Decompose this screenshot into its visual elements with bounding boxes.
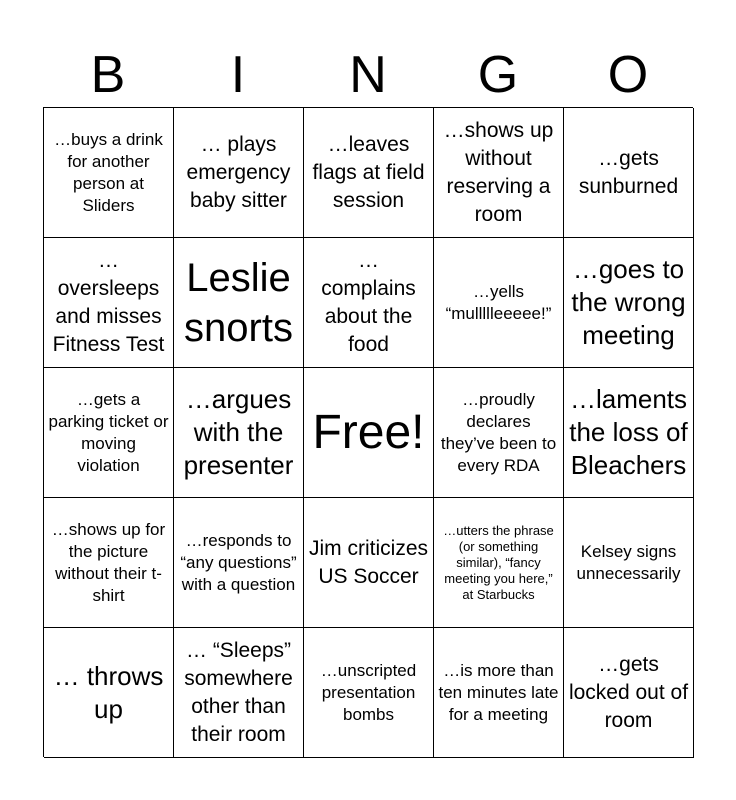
cell-text: …gets locked out of room <box>568 652 689 732</box>
cell-text: …shows up for the picture without their t-shirt <box>51 519 166 605</box>
bingo-cell[interactable] <box>304 628 434 758</box>
free-cell[interactable] <box>304 368 434 498</box>
header-letter-o: O <box>607 46 649 104</box>
header-letter-b: B <box>90 46 126 104</box>
bingo-cell[interactable] <box>564 628 694 758</box>
cell-text: Kelsey signs unnecessarily <box>576 541 681 583</box>
bingo-cell[interactable] <box>564 498 694 628</box>
cell-text: … throws up <box>53 660 164 724</box>
cell-text: … complains about the food <box>321 248 416 356</box>
cell-text: …yells “mullllleeeee!” <box>445 281 552 323</box>
bingo-cell[interactable] <box>174 108 304 238</box>
bingo-cell[interactable] <box>174 368 304 498</box>
bingo-cell[interactable] <box>304 238 434 368</box>
cell-text: …is more than ten minutes late for a meeting <box>438 660 559 724</box>
cell-text: …gets sunburned <box>578 146 679 198</box>
cell-text: … “Sleeps” somewhere other than their room <box>184 638 293 746</box>
bingo-cell[interactable] <box>564 368 694 498</box>
bingo-cell[interactable] <box>304 108 434 238</box>
bingo-cell[interactable] <box>564 238 694 368</box>
cell-text: Jim criticizes US Soccer <box>309 536 428 588</box>
bingo-cell[interactable] <box>44 368 174 498</box>
bingo-cell[interactable] <box>434 498 564 628</box>
bingo-cell[interactable] <box>434 108 564 238</box>
cell-text: …argues with the presenter <box>183 384 294 480</box>
bingo-cell[interactable] <box>434 628 564 758</box>
bingo-cell[interactable] <box>44 108 174 238</box>
cell-text: …utters the phrase (or something similar), “fancy meeting you here,” at Starbucks <box>443 522 554 602</box>
bingo-cell[interactable] <box>174 498 304 628</box>
bingo-grid <box>43 107 693 757</box>
cell-text: …unscripted presentation bombs <box>320 660 417 724</box>
bingo-cell[interactable] <box>174 238 304 368</box>
cell-text: …laments the loss of Bleachers <box>569 384 688 480</box>
cell-text: …proudly declares they’ve been to every RDA <box>440 389 557 475</box>
bingo-cell[interactable] <box>44 498 174 628</box>
bingo-cell[interactable] <box>44 628 174 758</box>
bingo-cell[interactable] <box>174 628 304 758</box>
header-letter-g: G <box>477 46 519 104</box>
cell-text: … plays emergency baby sitter <box>186 132 291 212</box>
cell-text: Leslie snorts <box>184 255 293 350</box>
cell-text: …leaves flags at field session <box>312 132 425 212</box>
cell-text: Free! <box>312 405 425 459</box>
bingo-cell[interactable] <box>564 108 694 238</box>
bingo-cell[interactable] <box>434 368 564 498</box>
cell-text: …gets a parking ticket or moving violation <box>48 389 169 475</box>
cell-text: …shows up without reserving a room <box>443 118 554 226</box>
cell-text: … oversleeps and misses Fitness Test <box>52 248 165 356</box>
cell-text: …buys a drink for another person at Sliders <box>54 129 163 215</box>
header-letter-i: I <box>230 46 246 104</box>
cell-text: …responds to “any questions” with a question <box>180 530 297 594</box>
bingo-cell[interactable] <box>44 238 174 368</box>
bingo-cell[interactable] <box>304 498 434 628</box>
cell-text: …goes to the wrong meeting <box>571 254 686 350</box>
bingo-header <box>43 44 693 106</box>
header-letter-n: N <box>349 46 387 104</box>
bingo-cell[interactable] <box>434 238 564 368</box>
